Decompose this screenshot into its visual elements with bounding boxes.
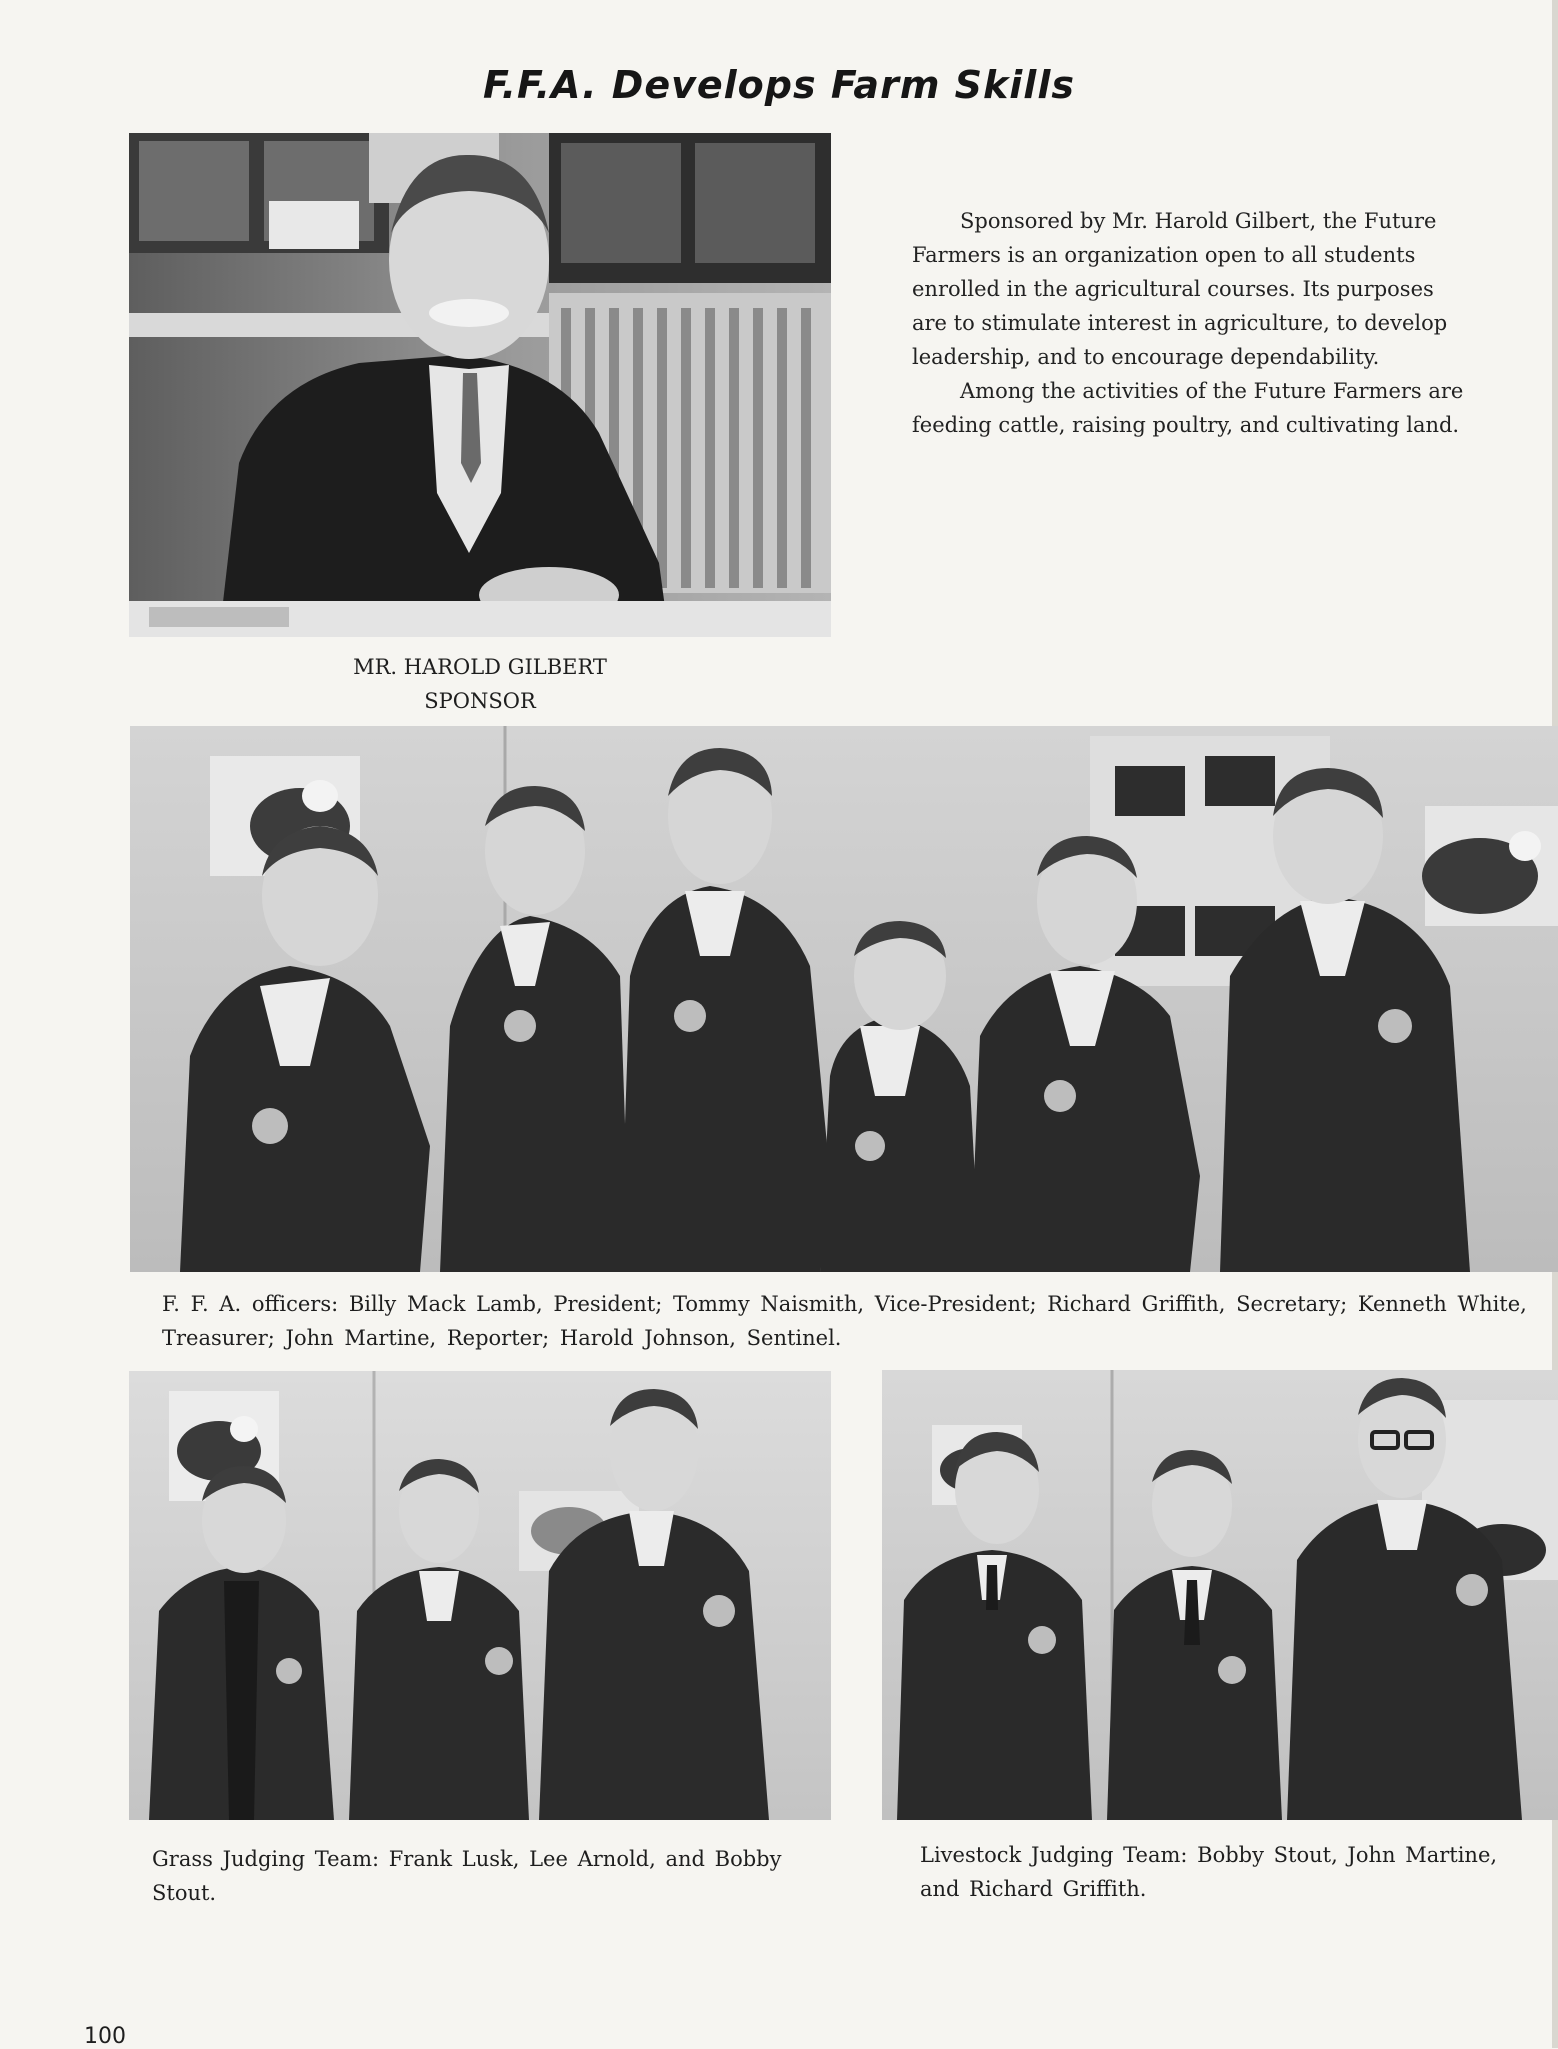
sponsor-photo	[129, 133, 831, 637]
sponsor-role: SPONSOR	[424, 689, 536, 713]
grass-team-caption: Grass Judging Team: Frank Lusk, Lee Arnold, and Bobby Stout.	[152, 1847, 782, 1905]
page-title: F.F.A. Develops Farm Skills	[483, 63, 1075, 108]
sponsor-name: MR. HAROLD GILBERT	[353, 655, 607, 679]
page-number: 100	[84, 2024, 126, 2049]
sponsor-caption	[300, 650, 660, 718]
officers-photo	[130, 726, 1558, 1272]
intro-paragraph-1: Sponsored by Mr. Harold Gilbert, the Future Farmers is an organization open to all students enrolled in the agricultural courses. Its purposes are to stimulate interest in agriculture, to develop leadership, and to encourage dependability.	[912, 209, 1448, 369]
intro-text	[912, 204, 1472, 442]
grass-team-photo	[129, 1371, 831, 1820]
intro-paragraph-2: Among the activities of the Future Farmers are feeding cattle, raising poultry, and cultivating land.	[912, 379, 1464, 437]
officers-caption: F. F. A. officers: Billy Mack Lamb, President; Tommy Naismith, Vice-President; Richard Griffith, Secretary; Kenneth White, Treasurer; John Martine, Reporter; Harold Johnson, Sentinel.	[162, 1292, 1527, 1350]
livestock-team-caption: Livestock Judging Team: Bobby Stout, John Martine, and Richard Griffith.	[920, 1843, 1498, 1901]
livestock-team-photo	[882, 1370, 1558, 1820]
